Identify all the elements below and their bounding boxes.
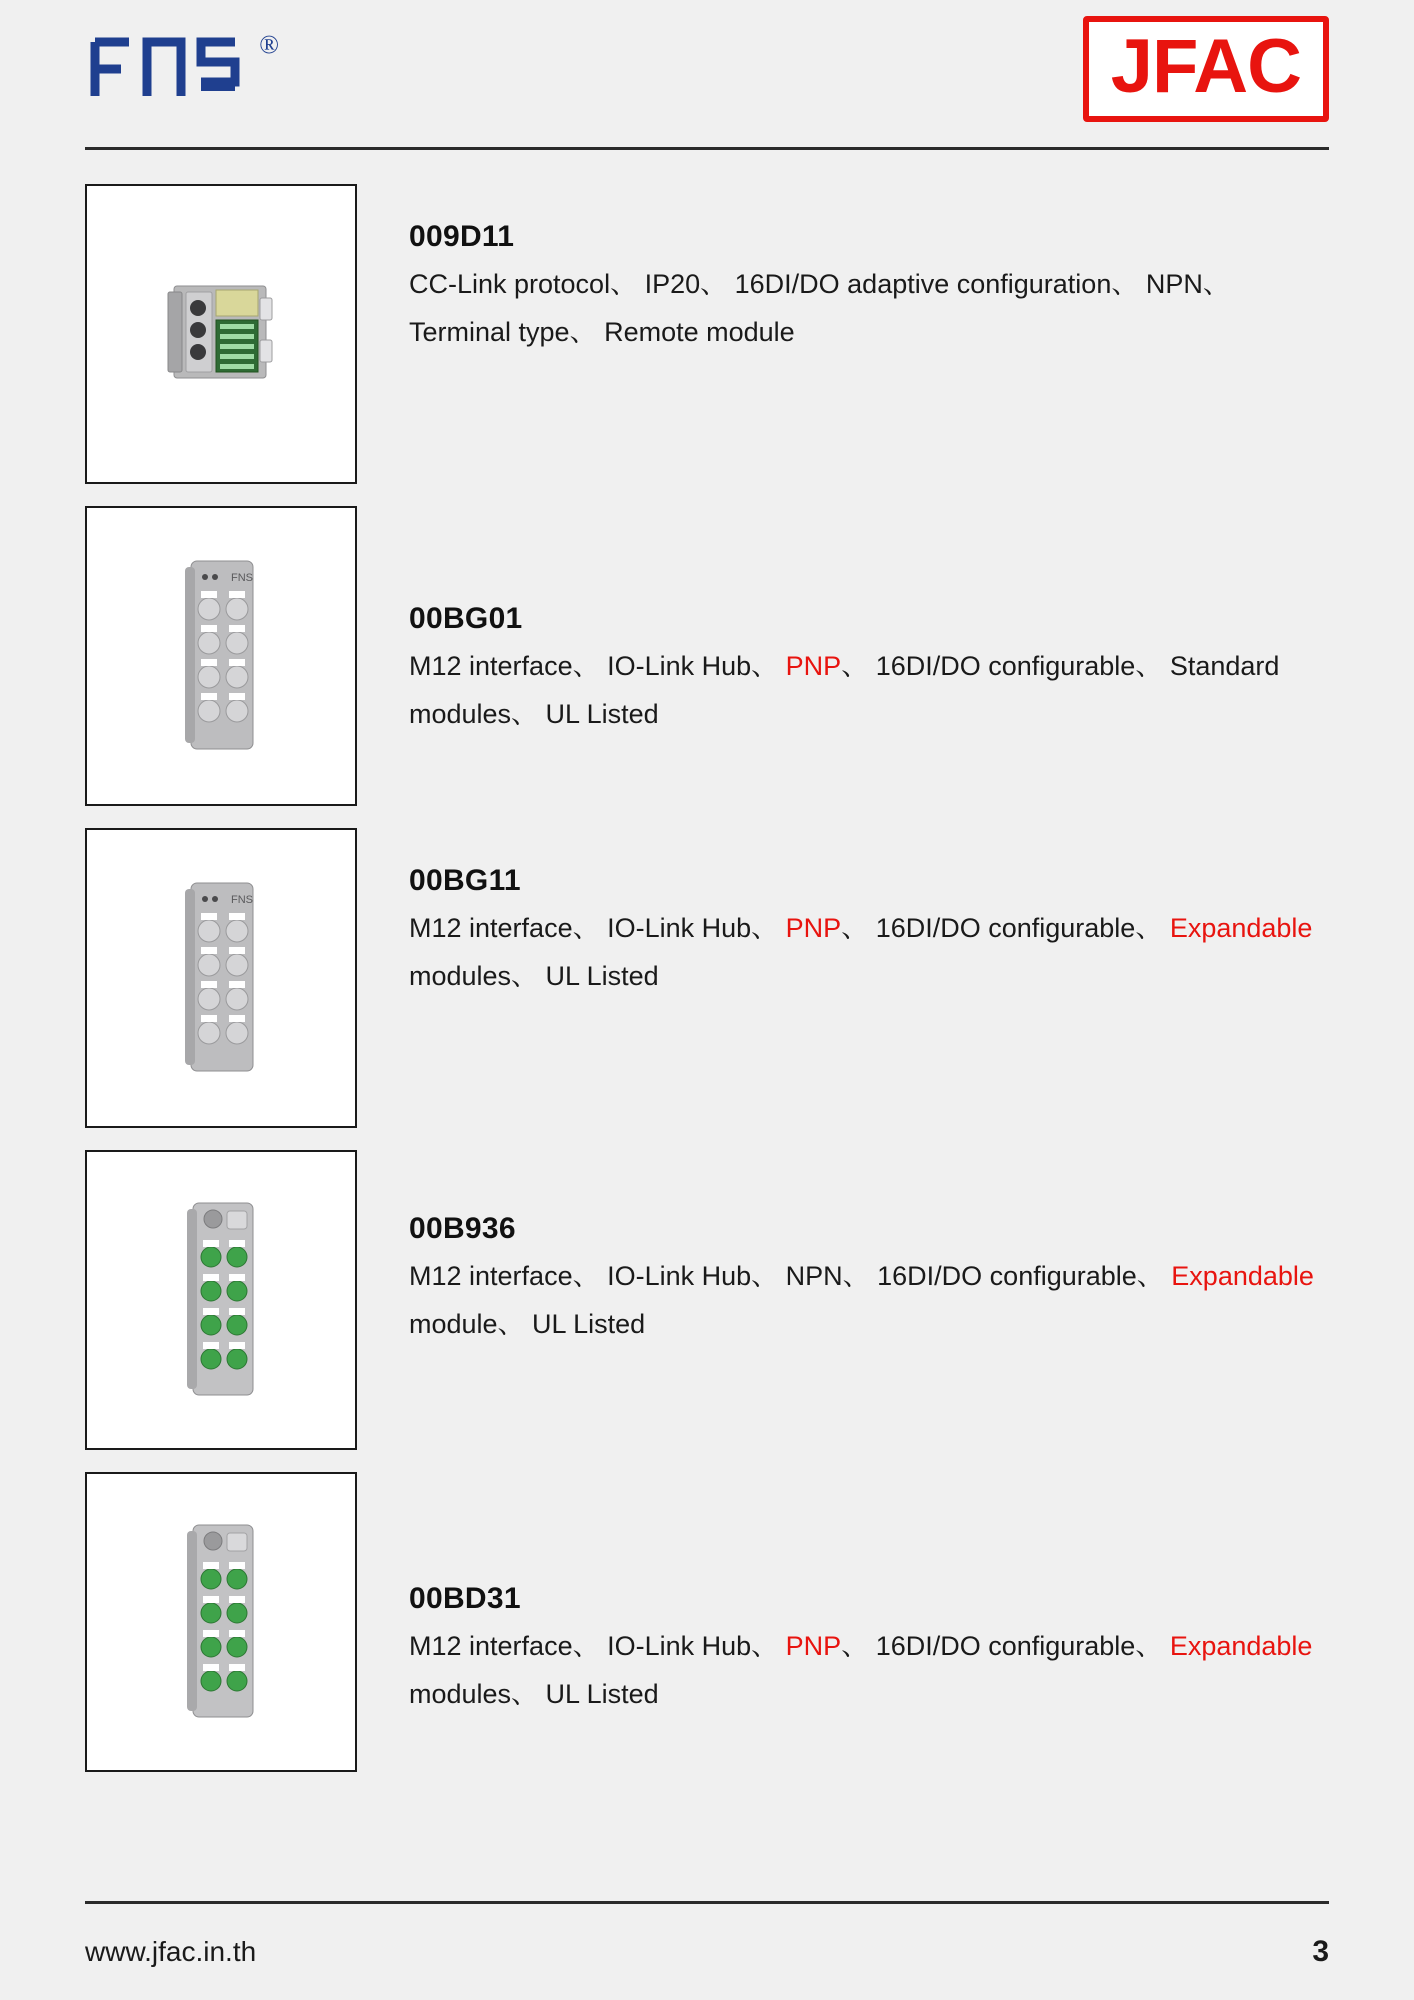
product-image-00B936 xyxy=(85,1150,357,1450)
product-text-009D11 xyxy=(357,184,1329,356)
spec-text: M12 interface、 IO-Link Hub、 NPN、 16DI/DO configurable、 xyxy=(409,1261,1172,1291)
spec-highlight: Expandable xyxy=(1169,1631,1313,1661)
spec-highlight: Expandable xyxy=(1171,1261,1314,1291)
page-header xyxy=(85,0,1329,150)
spec-text: modules、 UL Listed xyxy=(409,961,659,991)
product-sku: 00BD31 xyxy=(409,1582,521,1615)
website-link[interactable]: www.jfac.in.th xyxy=(85,1936,257,1967)
product-image-009D11 xyxy=(85,184,357,484)
product-text-00BG01 xyxy=(357,506,1329,738)
svg-text:FNS: FNS xyxy=(231,572,253,584)
spec-text: M12 interface、 IO-Link Hub、 xyxy=(409,651,786,681)
spec-text: modules、 UL Listed xyxy=(409,1679,659,1709)
product-text-00BD31 xyxy=(357,1472,1329,1718)
fns-logo xyxy=(85,24,279,114)
product-image-00BD31 xyxy=(85,1472,357,1772)
product-sku: 00B936 xyxy=(409,1212,516,1245)
io-link-hub-green-led-icon xyxy=(161,1195,281,1405)
spec-highlight: PNP xyxy=(785,913,842,943)
list-item xyxy=(85,828,1329,1128)
product-spec xyxy=(409,1252,1329,1348)
spec-highlight: Expandable xyxy=(1169,913,1313,943)
list-item xyxy=(85,506,1329,806)
io-link-hub-green-led-icon xyxy=(161,1517,281,1727)
svg-text:FNS: FNS xyxy=(231,894,253,906)
registered-trademark-icon: ® xyxy=(259,29,279,59)
io-link-hub-icon xyxy=(161,551,281,761)
spec-text: 、 16DI/DO configurable、 Standard modules、 UL Listed xyxy=(409,651,1280,729)
jfac-logo xyxy=(1083,16,1329,122)
product-list xyxy=(85,150,1329,1901)
product-spec xyxy=(409,260,1329,356)
spec-highlight: PNP xyxy=(785,1631,842,1661)
product-spec xyxy=(409,904,1329,1000)
spec-highlight: PNP xyxy=(785,651,842,681)
spec-text: module、 UL Listed xyxy=(409,1309,646,1339)
product-sku: 009D11 xyxy=(409,220,515,253)
product-spec xyxy=(409,1622,1329,1718)
spec-text: 、 16DI/DO configurable、 xyxy=(841,913,1170,943)
list-item xyxy=(85,1150,1329,1450)
product-image-00BG11 xyxy=(85,828,357,1128)
spec-text: CC-Link protocol、 IP20、 16DI/DO adaptive configuration、 NPN、 Terminal type、 Remote module xyxy=(409,269,1230,347)
terminal-module-icon xyxy=(146,264,296,404)
product-spec xyxy=(409,642,1329,738)
fns-logo-mark xyxy=(85,24,265,114)
product-text-00B936 xyxy=(357,1150,1329,1348)
io-link-hub-icon xyxy=(161,873,281,1083)
product-sku: 00BG01 xyxy=(409,602,523,635)
spec-text: M12 interface、 IO-Link Hub、 xyxy=(409,913,786,943)
product-sku: 00BG11 xyxy=(409,864,521,897)
product-image-00BG01 xyxy=(85,506,357,806)
product-text-00BG11 xyxy=(357,828,1329,1000)
list-item xyxy=(85,184,1329,484)
jfac-logo-text: JFAC xyxy=(1110,23,1301,109)
spec-text: 、 16DI/DO configurable、 xyxy=(841,1631,1170,1661)
page-footer xyxy=(85,1901,1329,2000)
spec-text: M12 interface、 IO-Link Hub、 xyxy=(409,1631,786,1661)
page-number: 3 xyxy=(1312,1935,1329,1968)
list-item xyxy=(85,1472,1329,1772)
